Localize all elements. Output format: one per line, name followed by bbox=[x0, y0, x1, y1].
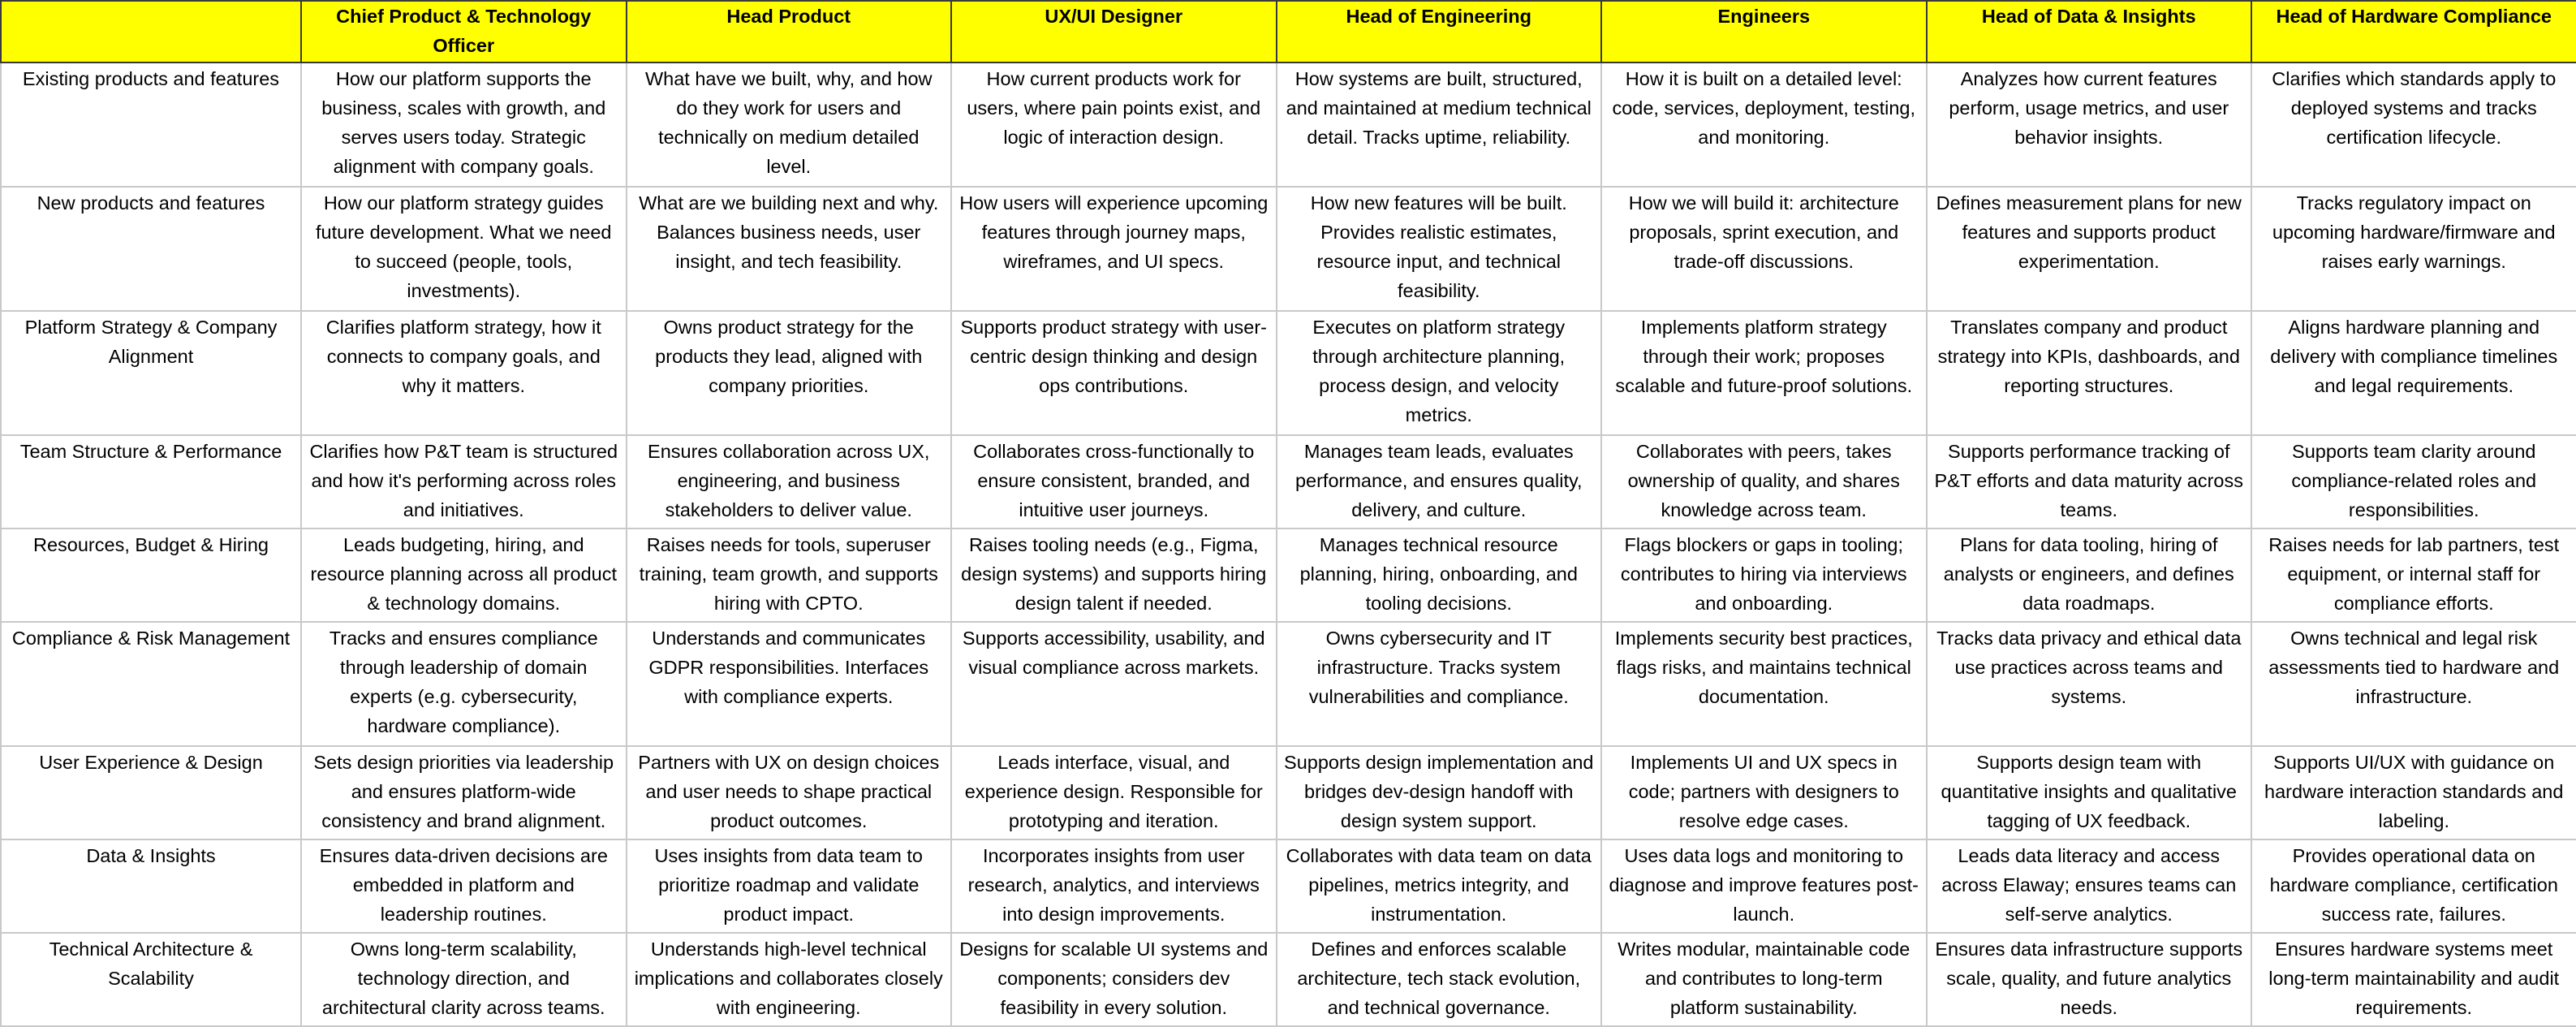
table-cell[interactable]: What are we building next and why. Balances business needs, user insight, and tech feasibility. bbox=[627, 187, 952, 311]
table-row bbox=[1, 435, 2576, 529]
table-row bbox=[1, 529, 2576, 622]
table-cell[interactable]: Supports design implementation and bridges dev-design handoff with design system support. bbox=[1277, 746, 1602, 839]
table-cell[interactable]: Clarifies how P&T team is structured and how it's performing across roles and initiatives. bbox=[301, 435, 627, 529]
table-cell[interactable]: How current products work for users, where pain points exist, and logic of interaction design. bbox=[951, 63, 1277, 187]
table-cell[interactable]: Tracks data privacy and ethical data use practices across teams and systems. bbox=[1927, 622, 2252, 746]
table-cell[interactable]: Owns long-term scalability, technology direction, and architectural clarity across teams. bbox=[301, 933, 627, 1026]
table-cell[interactable]: Manages team leads, evaluates performance, and ensures quality, delivery, and culture. bbox=[1277, 435, 1602, 529]
table-cell[interactable]: Leads data literacy and access across Elaway; ensures teams can self-serve analytics. bbox=[1927, 839, 2252, 933]
table-row bbox=[1, 187, 2576, 311]
table-cell[interactable]: Implements UI and UX specs in code; partners with designers to resolve edge cases. bbox=[1601, 746, 1927, 839]
table-cell[interactable]: Raises tooling needs (e.g., Figma, design systems) and supports hiring design talent if needed. bbox=[951, 529, 1277, 622]
table-cell[interactable]: Understands and communicates GDPR responsibilities. Interfaces with compliance experts. bbox=[627, 622, 952, 746]
table-cell[interactable]: Executes on platform strategy through architecture planning, process design, and velocity metrics. bbox=[1277, 311, 1602, 435]
row-label[interactable]: Platform Strategy & Company Alignment bbox=[1, 311, 301, 435]
table-cell[interactable]: Writes modular, maintainable code and contributes to long-term platform sustainability. bbox=[1601, 933, 1927, 1026]
table-cell[interactable]: How systems are built, structured, and maintained at medium technical detail. Tracks uptime, reliability. bbox=[1277, 63, 1602, 187]
table-row bbox=[1, 746, 2576, 839]
table-row bbox=[1, 63, 2576, 187]
row-label[interactable]: User Experience & Design bbox=[1, 746, 301, 839]
row-label[interactable]: Team Structure & Performance bbox=[1, 435, 301, 529]
table-cell[interactable]: Flags blockers or gaps in tooling; contributes to hiring via interviews and onboarding. bbox=[1601, 529, 1927, 622]
column-header-ux-ui-designer[interactable]: UX/UI Designer bbox=[951, 1, 1277, 63]
table-cell[interactable]: How users will experience upcoming features through journey maps, wireframes, and UI specs. bbox=[951, 187, 1277, 311]
table-cell[interactable]: Supports accessibility, usability, and visual compliance across markets. bbox=[951, 622, 1277, 746]
table-cell[interactable]: How our platform supports the business, scales with growth, and serves users today. Strategic alignment with company goals. bbox=[301, 63, 627, 187]
table-cell[interactable]: Tracks and ensures compliance through leadership of domain experts (e.g. cybersecurity, hardware compliance). bbox=[301, 622, 627, 746]
table-cell[interactable]: Supports design team with quantitative insights and qualitative tagging of UX feedback. bbox=[1927, 746, 2252, 839]
column-header-head-of-engineering[interactable]: Head of Engineering bbox=[1277, 1, 1602, 63]
table-cell[interactable]: Defines and enforces scalable architecture, tech stack evolution, and technical governance. bbox=[1277, 933, 1602, 1026]
column-header-head-product[interactable]: Head Product bbox=[627, 1, 952, 63]
table-cell[interactable]: How it is built on a detailed level: code, services, deployment, testing, and monitoring. bbox=[1601, 63, 1927, 187]
table-cell[interactable]: Clarifies which standards apply to deployed systems and tracks certification lifecycle. bbox=[2251, 63, 2576, 187]
table-cell[interactable]: Collaborates with peers, takes ownership of quality, and shares knowledge across team. bbox=[1601, 435, 1927, 529]
row-label[interactable]: Data & Insights bbox=[1, 839, 301, 933]
table-cell[interactable]: Owns cybersecurity and IT infrastructure. Tracks system vulnerabilities and compliance. bbox=[1277, 622, 1602, 746]
table-cell[interactable]: Partners with UX on design choices and user needs to shape practical product outcomes. bbox=[627, 746, 952, 839]
table-cell[interactable]: Analyzes how current features perform, usage metrics, and user behavior insights. bbox=[1927, 63, 2252, 187]
table-cell[interactable]: Leads interface, visual, and experience design. Responsible for prototyping and iteration. bbox=[951, 746, 1277, 839]
row-label[interactable]: Resources, Budget & Hiring bbox=[1, 529, 301, 622]
table-cell[interactable]: Understands high-level technical implications and collaborates closely with engineering. bbox=[627, 933, 952, 1026]
table-cell[interactable]: Uses data logs and monitoring to diagnose and improve features post-launch. bbox=[1601, 839, 1927, 933]
table-cell[interactable]: Collaborates cross-functionally to ensure consistent, branded, and intuitive user journeys. bbox=[951, 435, 1277, 529]
table-cell[interactable]: Supports product strategy with user-centric design thinking and design ops contributions. bbox=[951, 311, 1277, 435]
table-cell[interactable]: Sets design priorities via leadership and ensures platform-wide consistency and brand alignment. bbox=[301, 746, 627, 839]
column-header-head-of-hardware-compliance[interactable]: Head of Hardware Compliance bbox=[2251, 1, 2576, 63]
table-cell[interactable]: Raises needs for tools, superuser training, team growth, and supports hiring with CPTO. bbox=[627, 529, 952, 622]
table-cell[interactable]: How we will build it: architecture proposals, sprint execution, and trade-off discussions. bbox=[1601, 187, 1927, 311]
table-cell[interactable]: Incorporates insights from user research, analytics, and interviews into design improvements. bbox=[951, 839, 1277, 933]
column-header-cpto[interactable]: Chief Product & Technology Officer bbox=[301, 1, 627, 63]
row-label[interactable]: Existing products and features bbox=[1, 63, 301, 187]
table-row bbox=[1, 622, 2576, 746]
table-cell[interactable]: How our platform strategy guides future development. What we need to succeed (people, tools, investments). bbox=[301, 187, 627, 311]
table-row bbox=[1, 311, 2576, 435]
table-row bbox=[1, 933, 2576, 1026]
table-cell[interactable]: Collaborates with data team on data pipelines, metrics integrity, and instrumentation. bbox=[1277, 839, 1602, 933]
header-row bbox=[1, 1, 2576, 63]
table-cell[interactable]: Plans for data tooling, hiring of analysts or engineers, and defines data roadmaps. bbox=[1927, 529, 2252, 622]
table-cell[interactable]: Supports performance tracking of P&T efforts and data maturity across teams. bbox=[1927, 435, 2252, 529]
table-row bbox=[1, 839, 2576, 933]
table-cell[interactable]: Provides operational data on hardware compliance, certification success rate, failures. bbox=[2251, 839, 2576, 933]
row-label[interactable]: New products and features bbox=[1, 187, 301, 311]
table-cell[interactable]: Leads budgeting, hiring, and resource planning across all product & technology domains. bbox=[301, 529, 627, 622]
table-cell[interactable]: Defines measurement plans for new features and supports product experimentation. bbox=[1927, 187, 2252, 311]
table-cell[interactable]: Ensures hardware systems meet long-term maintainability and audit requirements. bbox=[2251, 933, 2576, 1026]
table-cell[interactable]: Manages technical resource planning, hiring, onboarding, and tooling decisions. bbox=[1277, 529, 1602, 622]
table-cell[interactable]: Supports UI/UX with guidance on hardware interaction standards and labeling. bbox=[2251, 746, 2576, 839]
table-cell[interactable]: Clarifies platform strategy, how it connects to company goals, and why it matters. bbox=[301, 311, 627, 435]
table-cell[interactable]: Owns product strategy for the products they lead, aligned with company priorities. bbox=[627, 311, 952, 435]
table-cell[interactable]: Translates company and product strategy into KPIs, dashboards, and reporting structures. bbox=[1927, 311, 2252, 435]
table-cell[interactable]: Ensures data-driven decisions are embedded in platform and leadership routines. bbox=[301, 839, 627, 933]
corner-cell[interactable] bbox=[1, 1, 301, 63]
table-cell[interactable]: Owns technical and legal risk assessments tied to hardware and infrastructure. bbox=[2251, 622, 2576, 746]
table-cell[interactable]: Implements platform strategy through their work; proposes scalable and future-proof solutions. bbox=[1601, 311, 1927, 435]
table-cell[interactable]: Implements security best practices, flags risks, and maintains technical documentation. bbox=[1601, 622, 1927, 746]
table-cell[interactable]: Designs for scalable UI systems and components; considers dev feasibility in every solution. bbox=[951, 933, 1277, 1026]
table-cell[interactable]: Aligns hardware planning and delivery with compliance timelines and legal requirements. bbox=[2251, 311, 2576, 435]
column-header-head-of-data-insights[interactable]: Head of Data & Insights bbox=[1927, 1, 2252, 63]
row-label[interactable]: Technical Architecture & Scalability bbox=[1, 933, 301, 1026]
row-label[interactable]: Compliance & Risk Management bbox=[1, 622, 301, 746]
table-cell[interactable]: Ensures collaboration across UX, engineering, and business stakeholders to deliver value. bbox=[627, 435, 952, 529]
table-cell[interactable]: Supports team clarity around compliance-related roles and responsibilities. bbox=[2251, 435, 2576, 529]
table-cell[interactable]: Tracks regulatory impact on upcoming hardware/firmware and raises early warnings. bbox=[2251, 187, 2576, 311]
column-header-engineers[interactable]: Engineers bbox=[1601, 1, 1927, 63]
table-cell[interactable]: What have we built, why, and how do they work for users and technically on medium detailed level. bbox=[627, 63, 952, 187]
table-cell[interactable]: Uses insights from data team to prioritize roadmap and validate product impact. bbox=[627, 839, 952, 933]
table-cell[interactable]: Ensures data infrastructure supports scale, quality, and future analytics needs. bbox=[1927, 933, 2252, 1026]
table-cell[interactable]: How new features will be built. Provides realistic estimates, resource input, and technical feasibility. bbox=[1277, 187, 1602, 311]
table-cell[interactable]: Raises needs for lab partners, test equipment, or internal staff for compliance efforts. bbox=[2251, 529, 2576, 622]
